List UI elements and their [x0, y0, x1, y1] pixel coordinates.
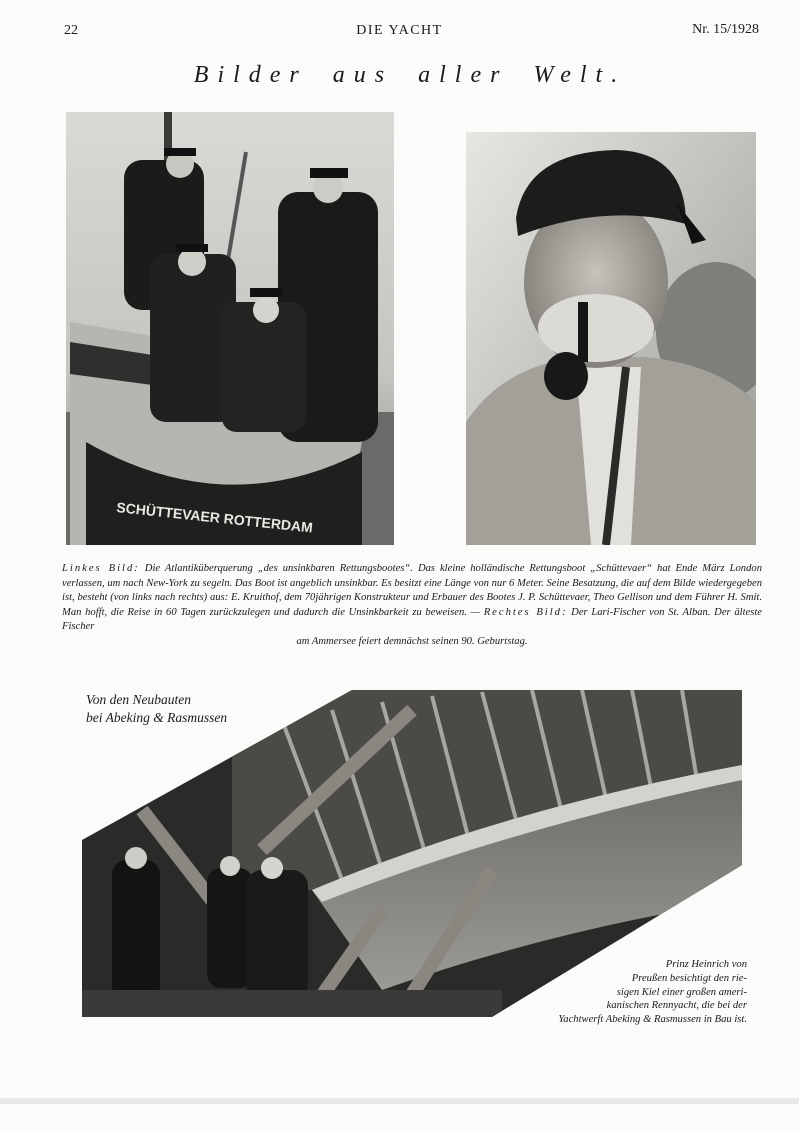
caption-left-text: Die Atlantiküberquerung „des unsinkbaren Rettungsbootes“. Das kleine holländische Rettungsboot „Schüttevaer“ hat Ende März London verlassen, um nach New-York zu segeln. Das Boot ist angeblich unsinkbar. Es besitzt eine Länge von nur 6 Meter. Seine Besatzung, die auf dem Bilde wiedergegeben ist, besteht (von links nach rechts) aus: E. Kruithof, dem 70jährigen Konstrukteur und Erbauer des Bootes J. P. Schüttevaer, Theo Gellison und dem Führer H. Smit. Man hofft, die Reise in 60 Tagen zurückzulegen und dadurch die Unsinkbarkeit zu beweisen. —: [62, 563, 762, 618]
caption-right-text: Der Lari-Fischer von St. Alban. Der älteste Fischer: [62, 606, 762, 633]
subsection-title: [86, 691, 227, 727]
caption-last-line: am Ammersee feiert demnächst seinen 90. Geburtstag.: [296, 635, 528, 647]
lifeboat-crew-photo: [66, 112, 394, 545]
caption-bottom-line5: Yachtwerft Abeking & Rasmussen in Bau ist.: [558, 1014, 747, 1026]
running-head: DIE YACHT: [356, 23, 443, 38]
section-title: Bilder aus aller Welt.: [193, 62, 627, 88]
caption-bottom-line4: kanischen Rennyacht, die bei der: [606, 1000, 747, 1012]
fisherman-portrait-photo: [466, 132, 756, 545]
issue-number: Nr. 15/1928: [692, 22, 759, 37]
stern-lettering: SCHÜTTEVAER ROTTERDAM: [115, 499, 314, 536]
caption-bottom-line3: sigen Kiel einer großen ameri-: [616, 986, 747, 998]
footer-rule: [0, 1098, 799, 1104]
page-number: 22: [64, 23, 78, 38]
lifeboat-crew-image: [66, 112, 394, 545]
caption-right-label: Rechtes Bild:: [483, 606, 568, 618]
caption-bottom-line1: Prinz Heinrich von: [665, 959, 747, 970]
fisherman-portrait-image: [466, 132, 756, 545]
subsection-title-line2: bei Abeking & Rasmussen: [86, 710, 228, 725]
caption-top: [62, 562, 762, 650]
caption-bottom: [487, 958, 747, 1027]
caption-left-label: Linkes Bild:: [62, 563, 140, 574]
subsection-title-line1: Von den Neubauten: [86, 692, 191, 707]
caption-bottom-line2: Preußen besichtigt den rie-: [631, 972, 747, 984]
